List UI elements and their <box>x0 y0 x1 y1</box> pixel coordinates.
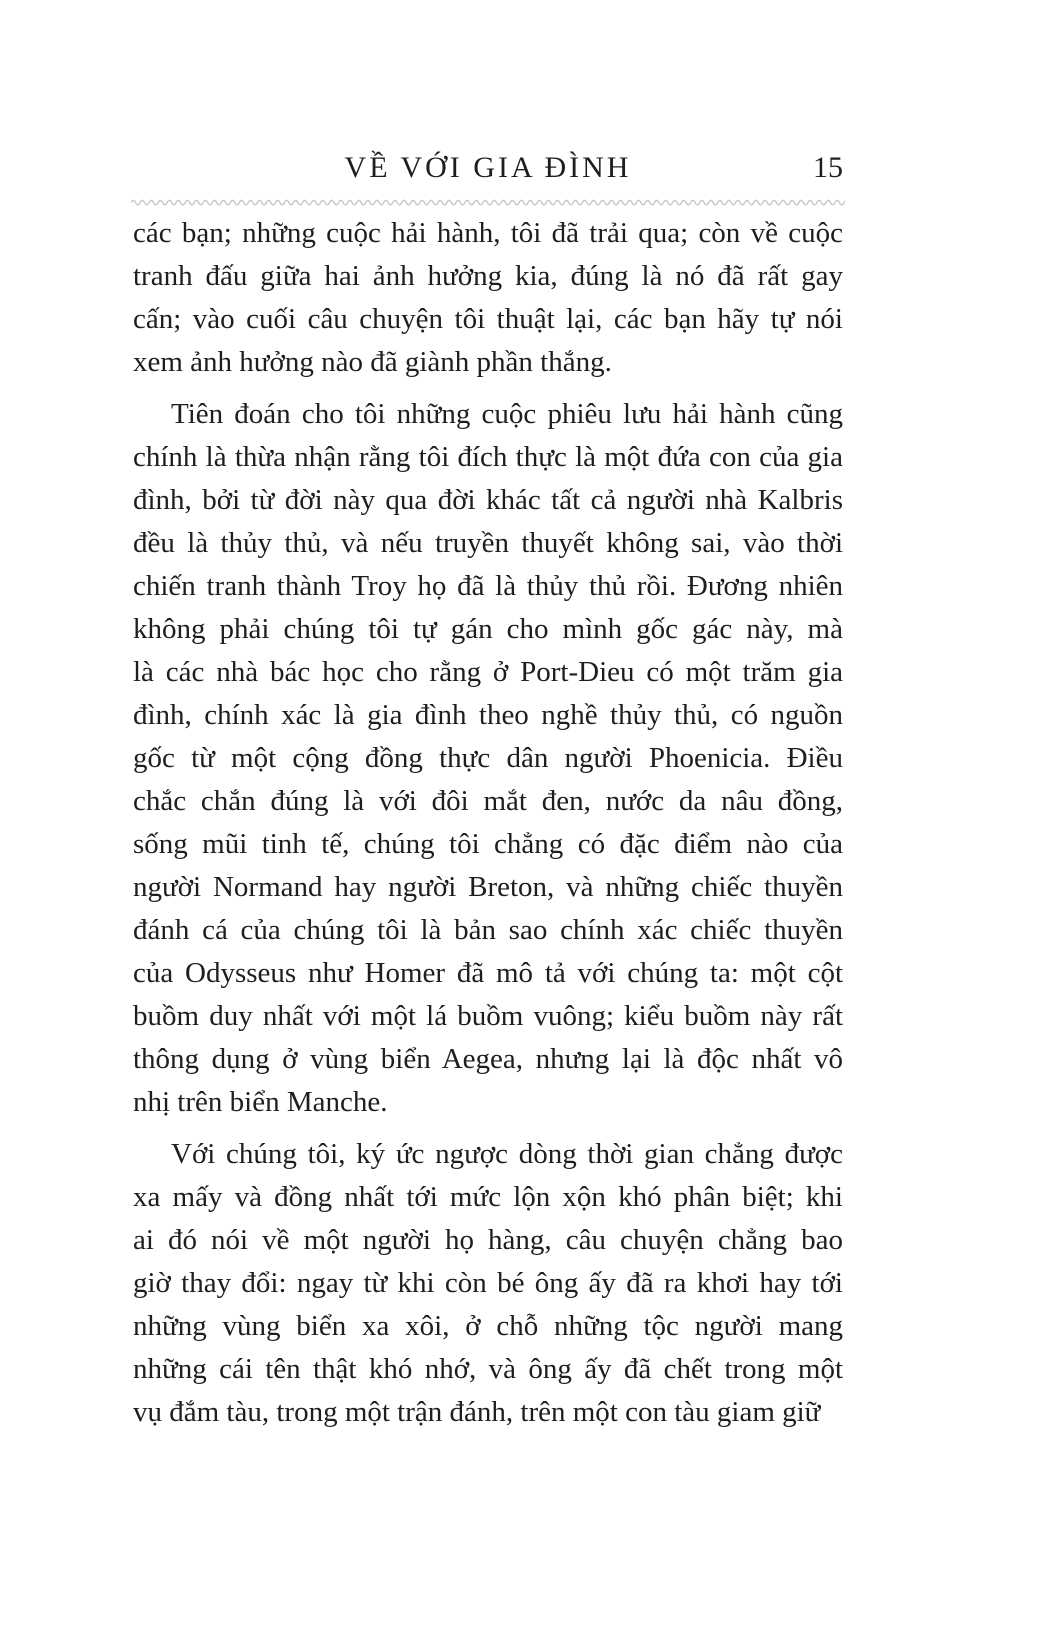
text-line: không phải chúng tôi tự gán cho mình gốc gác này, mà <box>133 613 843 645</box>
page-header <box>133 150 843 190</box>
text-line: nhị trên biển Manche. <box>133 1086 388 1118</box>
text-line: xem ảnh hưởng nào đã giành phần thắng. <box>133 346 612 378</box>
running-title: VỀ VỚI GIA ĐÌNH <box>344 151 632 184</box>
wavy-divider-path <box>131 200 845 204</box>
text-line: đình, bởi từ đời này qua đời khác tất cả người nhà Kalbris <box>133 484 843 516</box>
text-line: là các nhà bác học cho rằng ở Port-Dieu có một trăm gia <box>133 656 843 688</box>
paragraph <box>133 212 843 384</box>
text-line: của Odysseus như Homer đã mô tả với chúng ta: một cột <box>133 957 843 989</box>
text-line: chắc chắn đúng là với đôi mắt đen, nước da nâu đồng, <box>133 785 843 817</box>
text-line: ai đó nói về một người họ hàng, câu chuyện chẳng bao <box>133 1224 843 1256</box>
text-line: chính là thừa nhận rằng tôi đích thực là một đứa con của gia <box>133 441 843 473</box>
text-line: những cái tên thật khó nhớ, và ông ấy đã chết trong một <box>133 1353 843 1385</box>
text-line: các bạn; những cuộc hải hành, tôi đã trải qua; còn về cuộc <box>133 217 843 249</box>
text-line: tranh đấu giữa hai ảnh hưởng kia, đúng là nó đã rất gay <box>133 260 843 292</box>
text-line: giờ thay đổi: ngay từ khi còn bé ông ấy đã ra khơi hay tới <box>133 1267 843 1299</box>
paragraph <box>133 393 843 1124</box>
text-line: người Normand hay người Breton, và những chiếc thuyền <box>133 871 843 903</box>
text-line: đình, chính xác là gia đình theo nghề thủy thủ, có nguồn <box>133 699 843 731</box>
text-line: Tiên đoán cho tôi những cuộc phiêu lưu hải hành cũng <box>171 398 843 430</box>
text-line: sống mũi tinh tế, chúng tôi chẳng có đặc điểm nào của <box>133 828 843 860</box>
text-line: gốc từ một cộng đồng thực dân người Phoenicia. Điều <box>133 742 843 774</box>
text-line: buồm duy nhất với một lá buồm vuông; kiểu buồm này rất <box>133 1000 843 1032</box>
text-line: những vùng biển xa xôi, ở chỗ những tộc người mang <box>133 1310 843 1342</box>
text-line: xa mấy và đồng nhất tới mức lộn xộn khó phân biệt; khi <box>133 1181 843 1213</box>
text-line: thông dụng ở vùng biển Aegea, nhưng lại là độc nhất vô <box>133 1043 843 1075</box>
text-line: Với chúng tôi, ký ức ngược dòng thời gian chẳng được <box>171 1138 843 1170</box>
paragraph <box>133 1133 843 1434</box>
text-line: chiến tranh thành Troy họ đã là thủy thủ rồi. Đương nhiên <box>133 570 843 602</box>
text-line: vụ đắm tàu, trong một trận đánh, trên một con tàu giam giữ <box>133 1396 821 1428</box>
page-number: 15 <box>813 151 843 184</box>
text-line: đều là thủy thủ, và nếu truyền thuyết không sai, vào thời <box>133 527 843 559</box>
text-line: cấn; vào cuối câu chuyện tôi thuật lại, các bạn hãy tự nói <box>133 303 843 335</box>
wavy-divider <box>131 196 845 207</box>
page-body <box>133 212 843 1434</box>
text-line: đánh cá của chúng tôi là bản sao chính xác chiếc thuyền <box>133 914 843 946</box>
